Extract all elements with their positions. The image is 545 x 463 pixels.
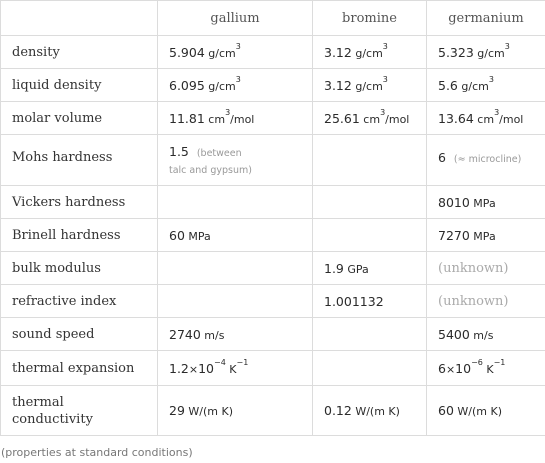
cell-refractive-gallium: [158, 285, 313, 318]
cell-thermal-expansion-bromine: [313, 351, 427, 386]
cell-liquid-density-germanium: 5.6 $g/cm^3$: [427, 69, 545, 102]
cell-bulk-germanium: (unknown): [427, 252, 545, 285]
cell-vickers-germanium: 8010 MPa: [427, 186, 545, 219]
table-row: [1, 318, 545, 351]
table-row: [1, 252, 545, 285]
cell-vickers-bromine: [313, 186, 427, 219]
cell-thermal-conductivity-gallium: 29 W/(m K): [158, 386, 313, 436]
table-row: [1, 219, 545, 252]
cell-mohs-germanium: 6 (≈ microcline): [427, 135, 545, 186]
cell-molar-volume-germanium: 13.64 $cm^3$/mol: [427, 102, 545, 135]
table-row: [1, 102, 545, 135]
table-row: [1, 285, 545, 318]
cell-thermal-expansion-gallium: $1.2\times 10^{-4}$ $K^{-1}$: [158, 351, 313, 386]
cell-mohs-gallium: 1.5 (between talc and gypsum): [158, 135, 313, 186]
cell-liquid-density-gallium: 6.095 $g/cm^3$: [158, 69, 313, 102]
cell-refractive-germanium: (unknown): [427, 285, 545, 318]
row-label-refractive-index: refractive index: [1, 285, 158, 318]
cell-mohs-bromine: [313, 135, 427, 186]
row-label-density: density: [1, 36, 158, 69]
cell-thermal-conductivity-bromine: 0.12 W/(m K): [313, 386, 427, 436]
table-row: [1, 36, 545, 69]
row-label-sound-speed: sound speed: [1, 318, 158, 351]
row-label-molar-volume: molar volume: [1, 102, 158, 135]
cell-sound-bromine: [313, 318, 427, 351]
cell-bulk-bromine: 1.9 GPa: [313, 252, 427, 285]
row-label-thermal-expansion: thermal expansion: [1, 351, 158, 386]
cell-vickers-gallium: [158, 186, 313, 219]
header-row: [1, 1, 545, 36]
col-header-gallium: gallium: [158, 1, 313, 36]
cell-thermal-conductivity-germanium: 60 W/(m K): [427, 386, 545, 436]
cell-refractive-bromine: 1.001132: [313, 285, 427, 318]
row-label-bulk-modulus: bulk modulus: [1, 252, 158, 285]
cell-molar-volume-bromine: 25.61 $cm^3$/mol: [313, 102, 427, 135]
corner-cell: [1, 1, 158, 36]
table-row: [1, 135, 545, 186]
footnote: (properties at standard conditions): [1, 446, 193, 459]
row-label-mohs-hardness: Mohs hardness: [1, 135, 158, 186]
row-label-brinell-hardness: Brinell hardness: [1, 219, 158, 252]
row-label-thermal-conductivity: thermal conductivity: [1, 386, 158, 436]
cell-brinell-bromine: [313, 219, 427, 252]
col-header-bromine: bromine: [313, 1, 427, 36]
cell-sound-gallium: 2740 m/s: [158, 318, 313, 351]
table-row: [1, 351, 545, 386]
table-row: [1, 386, 545, 436]
cell-density-germanium: 5.323 $g/cm^3$: [427, 36, 545, 69]
table-row: [1, 186, 545, 219]
cell-sound-germanium: 5400 m/s: [427, 318, 545, 351]
cell-brinell-gallium: 60 MPa: [158, 219, 313, 252]
cell-density-gallium: 5.904 $g/cm^3$: [158, 36, 313, 69]
cell-thermal-expansion-germanium: $6\times 10^{-6}$ $K^{-1}$: [427, 351, 545, 386]
cell-brinell-germanium: 7270 MPa: [427, 219, 545, 252]
row-label-liquid-density: liquid density: [1, 69, 158, 102]
cell-molar-volume-gallium: 11.81 $cm^3$/mol: [158, 102, 313, 135]
table-row: [1, 69, 545, 102]
cell-liquid-density-bromine: 3.12 $g/cm^3$: [313, 69, 427, 102]
row-label-vickers-hardness: Vickers hardness: [1, 186, 158, 219]
cell-bulk-gallium: [158, 252, 313, 285]
col-header-germanium: germanium: [427, 1, 545, 36]
cell-density-bromine: 3.12 $g/cm^3$: [313, 36, 427, 69]
